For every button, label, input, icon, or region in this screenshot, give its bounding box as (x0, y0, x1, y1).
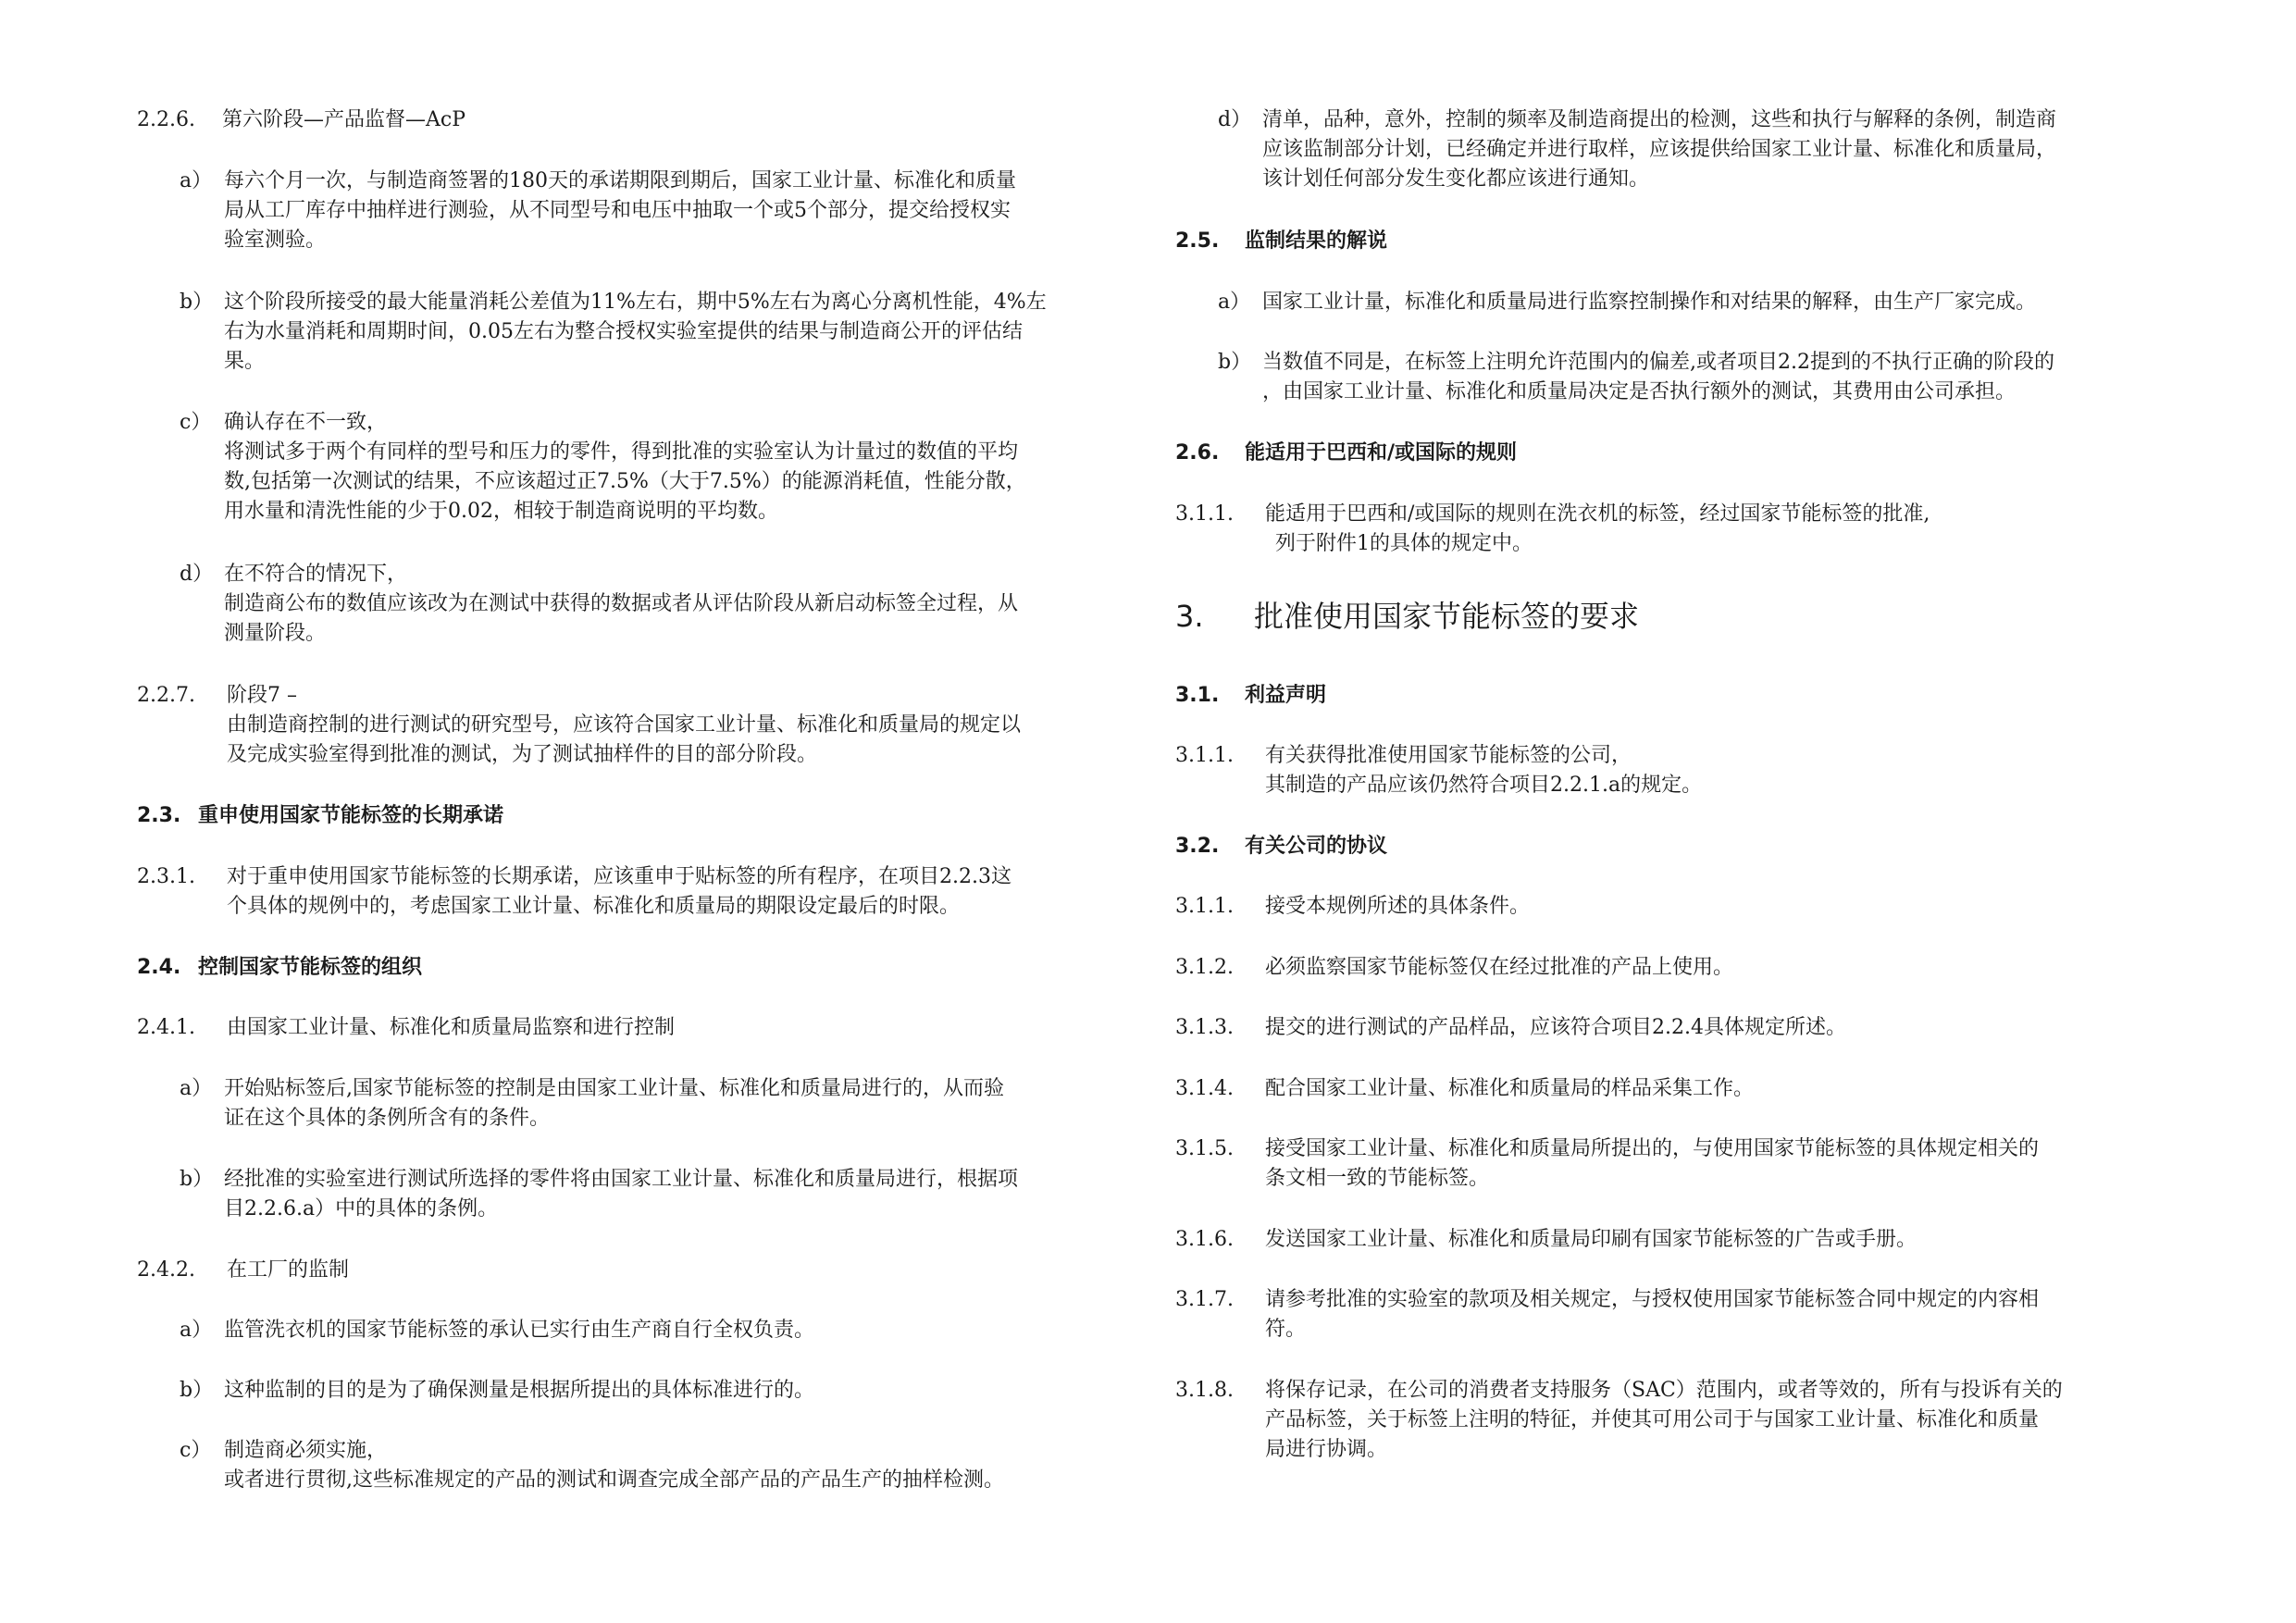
text-line: 请参考批准的实验室的款项及相关规定，与授权使用国家节能标签合同中规定的内容相 (1265, 1288, 2040, 1311)
section-number: 3.1.1. (1175, 895, 1234, 918)
text-line: 或者进行贯彻,这些标准规定的产品的测试和调查完成全部产品的产品生产的抽样检测。 (224, 1468, 1004, 1492)
text-line: ，由国家工业计量、标准化和质量局决定是否执行额外的测试，其费用由公司承担。 (1262, 380, 2017, 403)
section-number: 3.1.2. (1175, 956, 1234, 979)
text-line: 阶段7 – (227, 684, 297, 707)
section-heading: 监制结果的解说 (1245, 229, 1388, 253)
section-number: 3.1.8. (1175, 1379, 1234, 1402)
text-line: 接受本规例所述的具体条件。 (1265, 895, 1531, 918)
item-label: d） (180, 563, 214, 586)
text-line: 在不符合的情况下， (224, 563, 408, 586)
item-label: b） (180, 1168, 214, 1191)
section-number: 2.6. (1175, 441, 1220, 465)
section-heading: 有关公司的协议 (1245, 835, 1388, 858)
section-number: 3.1.6. (1175, 1228, 1234, 1251)
text-line: 条文相一致的节能标签。 (1265, 1167, 1490, 1190)
item-label: c） (180, 411, 212, 434)
text-line: 国家工业计量，标准化和质量局进行监察控制操作和对结果的解释，由生产厂家完成。 (1262, 291, 2037, 314)
text-line: 局进行协调。 (1265, 1438, 1388, 1461)
text-line: 确认存在不一致， (224, 411, 388, 434)
item-label: b） (180, 1379, 214, 1402)
section-number: 2.2.7. (137, 684, 195, 707)
chapter-number: 3. (1175, 599, 1204, 634)
text-line: 列于附件1的具体的规定中。 (1275, 532, 1533, 555)
item-label: a） (1218, 291, 1251, 314)
section-title: 第六阶段—产品监督—AcP (222, 108, 466, 131)
text-line: 将测试多于两个有同样的型号和压力的零件，得到批准的实验室认为计量过的数值的平均 (224, 440, 1019, 464)
section-number: 3.2. (1175, 835, 1220, 858)
section-number: 2.4.1. (137, 1016, 195, 1039)
text-line: 经批准的实验室进行测试所选择的零件将由国家工业计量、标准化和质量局进行，根据项 (224, 1168, 1019, 1191)
section-number: 3.1.5. (1175, 1137, 1234, 1160)
text-line: 这种监制的目的是为了确保测量是根据所提出的具体标准进行的。 (224, 1379, 815, 1402)
text-line: 数,包括第一次测试的结果，不应该超过正7.5%（大于7.5%）的能源消耗值，性能分散， (224, 470, 1026, 493)
text-line: 对于重申使用国家节能标签的长期承诺，应该重申于贴标签的所有程序，在项目2.2.3这 (227, 865, 1011, 888)
text-line: 局从工厂库存中抽样进行测验，从不同型号和电压中抽取一个或5个部分，提交给授权实 (224, 199, 1011, 222)
text-line: 能适用于巴西和/或国际的规则在洗衣机的标签，经过国家节能标签的批准, (1265, 502, 1930, 526)
text-line: 接受国家工业计量、标准化和质量局所提出的，与使用国家节能标签的具体规定相关的 (1265, 1137, 2040, 1160)
text-line: 这个阶段所接受的最大能量消耗公差值为11%左右，期中5%左右为离心分离机性能，4%左 (224, 291, 1047, 314)
text-line: 开始贴标签后,国家节能标签的控制是由国家工业计量、标准化和质量局进行的，从而验 (224, 1077, 1004, 1100)
text-line: 当数值不同是，在标签上注明允许范围内的偏差,或者项目2.2提到的不执行正确的阶段的 (1262, 351, 2054, 374)
section-number: 3.1.4. (1175, 1077, 1234, 1100)
section-number: 2.4. (137, 956, 181, 979)
text-line: 个具体的规例中的，考虑国家工业计量、标准化和质量局的期限设定最后的时限。 (227, 895, 961, 918)
section-heading: 利益声明 (1245, 684, 1327, 707)
text-line: 发送国家工业计量、标准化和质量局印刷有国家节能标签的广告或手册。 (1265, 1228, 1917, 1251)
text-line: 有关获得批准使用国家节能标签的公司， (1265, 744, 1632, 767)
text-line: 及完成实验室得到批准的测试，为了测试抽样件的目的部分阶段。 (227, 743, 818, 766)
section-title: 在工厂的监制 (227, 1258, 350, 1282)
section-number: 2.3. (137, 804, 181, 827)
text-line: 该计划任何部分发生变化都应该进行通知。 (1262, 167, 1650, 191)
item-label: d） (1218, 108, 1252, 131)
text-line: 监管洗衣机的国家节能标签的承认已实行由生产商自行全权负责。 (224, 1319, 815, 1342)
text-line: 配合国家工业计量、标准化和质量局的样品采集工作。 (1265, 1077, 1755, 1100)
text-line: 测量阶段。 (224, 622, 327, 645)
item-label: b） (1218, 351, 1252, 374)
section-heading: 能适用于巴西和/或国际的规则 (1245, 441, 1518, 465)
section-title: 由国家工业计量、标准化和质量局监察和进行控制 (227, 1016, 676, 1039)
text-line: 提交的进行测试的产品样品，应该符合项目2.2.4具体规定所述。 (1265, 1016, 1846, 1039)
text-line: 验室测验。 (224, 229, 327, 252)
item-label: c） (180, 1439, 212, 1462)
section-number: 3.1.3. (1175, 1016, 1234, 1039)
section-number: 2.2.6. (137, 108, 195, 131)
text-line: 必须监察国家节能标签仅在经过批准的产品上使用。 (1265, 956, 1734, 979)
text-line: 产品标签，关于标签上注明的特征，并使其可用公司于与国家工业计量、标准化和质量 (1265, 1408, 2040, 1431)
section-heading: 控制国家节能标签的组织 (198, 956, 423, 979)
text-line: 果。 (224, 350, 266, 373)
section-heading: 重申使用国家节能标签的长期承诺 (198, 804, 504, 827)
text-line: 右为水量消耗和周期时间，0.05左右为整合授权实验室提供的结果与制造商公开的评估结 (224, 320, 1023, 343)
text-line: 将保存记录，在公司的消费者支持服务（SAC）范围内，或者等效的，所有与投诉有关的 (1265, 1379, 2063, 1402)
item-label: a） (180, 1077, 213, 1100)
item-label: a） (180, 1319, 213, 1342)
text-line: 用水量和清洗性能的少于0.02，相较于制造商说明的平均数。 (224, 500, 778, 523)
section-number: 3.1.7. (1175, 1288, 1234, 1311)
section-number: 3.1.1. (1175, 502, 1234, 526)
item-label: a） (180, 169, 213, 192)
section-number: 2.4.2. (137, 1258, 195, 1282)
text-line: 制造商公布的数值应该改为在测试中获得的数据或者从评估阶段从新启动标签全过程，从 (224, 592, 1019, 615)
text-line: 符。 (1265, 1318, 1307, 1341)
text-line: 其制造的产品应该仍然符合项目2.2.1.a的规定。 (1265, 774, 1703, 797)
text-line: 制造商必须实施， (224, 1439, 388, 1462)
text-line: 证在这个具体的条例所含有的条件。 (224, 1107, 551, 1130)
section-number: 2.5. (1175, 229, 1220, 253)
text-line: 目2.2.6.a）中的具体的条例。 (224, 1197, 499, 1220)
text-line: 每六个月一次，与制造商签署的180天的承诺期限到期后，国家工业计量、标准化和质量 (224, 169, 1016, 192)
item-label: b） (180, 291, 214, 314)
text-line: 清单，品种，意外，控制的频率及制造商提出的检测，这些和执行与解释的条例，制造商 (1262, 108, 2057, 131)
section-number: 3.1.1. (1175, 744, 1234, 767)
chapter-heading: 批准使用国家节能标签的要求 (1254, 599, 1640, 634)
section-number: 3.1. (1175, 684, 1220, 707)
text-line: 应该监制部分计划，已经确定并进行取样，应该提供给国家工业计量、标准化和质量局， (1262, 138, 2057, 161)
text-line: 由制造商控制的进行测试的研究型号，应该符合国家工业计量、标准化和质量局的规定以 (227, 713, 1022, 737)
section-number: 2.3.1. (137, 865, 195, 888)
